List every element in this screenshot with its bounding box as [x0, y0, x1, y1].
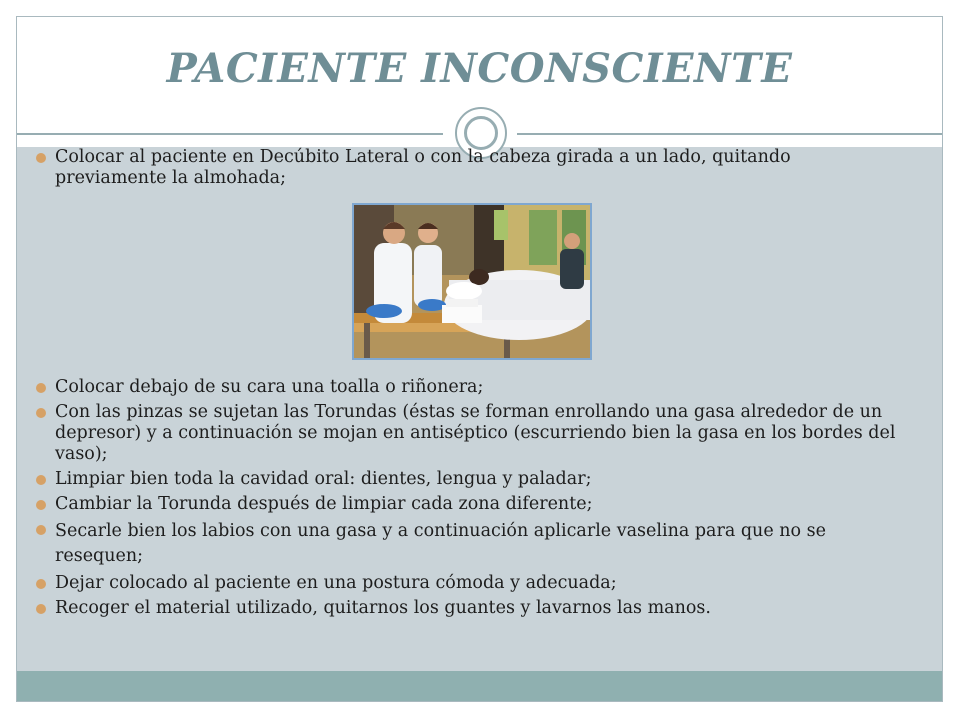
nursing-practice-photo — [352, 203, 592, 360]
bullet-dot-icon — [36, 383, 46, 393]
photo-illustration — [354, 205, 590, 358]
list-item-text: Recoger el material utilizado, quitarnos los guantes y lavarnos las manos. — [55, 598, 711, 618]
list-item-text: Cambiar la Torunda después de limpiar cada zona diferente; — [55, 494, 593, 514]
bullet-dot-icon — [36, 153, 46, 163]
list-item — [36, 573, 896, 594]
slide-title: PACIENTE INCONSCIENTE — [166, 45, 793, 92]
list-item — [36, 402, 896, 465]
bullet-list-top — [36, 147, 896, 189]
list-item-text: Colocar al paciente en Decúbito Lateral o con la cabeza girada a un lado, quitando previamente la almohada; — [55, 147, 791, 188]
list-item — [36, 598, 896, 619]
list-item-text: Dejar colocado al paciente en una postura cómoda y adecuada; — [55, 573, 617, 593]
bullet-list-bottom — [36, 377, 896, 623]
bullet-dot-icon — [36, 525, 46, 535]
list-item-text: Limpiar bien toda la cavidad oral: dientes, lengua y paladar; — [55, 469, 592, 489]
bullet-dot-icon — [36, 475, 46, 485]
bullet-dot-icon — [36, 408, 46, 418]
list-item — [36, 377, 896, 398]
divider-circle-inner — [464, 116, 498, 150]
list-item — [36, 147, 896, 189]
footer-bar — [17, 671, 942, 702]
title-divider-right — [517, 133, 943, 135]
bullet-dot-icon — [36, 604, 46, 614]
list-item-text: Colocar debajo de su cara una toalla o riñonera; — [55, 377, 484, 397]
list-item — [36, 494, 896, 515]
title-divider-left — [17, 133, 443, 135]
list-item — [36, 519, 896, 569]
list-item-text: Con las pinzas se sujetan las Torundas (éstas se forman enrollando una gasa alrededor de un depresor) y a continuación se mojan en antiséptico (escurriendo bien la gasa en los bordes del vaso); — [55, 402, 896, 464]
bullet-dot-icon — [36, 500, 46, 510]
list-item-text: Secarle bien los labios con una gasa y a continuación aplicarle vaselina para que no se resequen; — [55, 521, 826, 566]
bullet-dot-icon — [36, 579, 46, 589]
list-item — [36, 469, 896, 490]
